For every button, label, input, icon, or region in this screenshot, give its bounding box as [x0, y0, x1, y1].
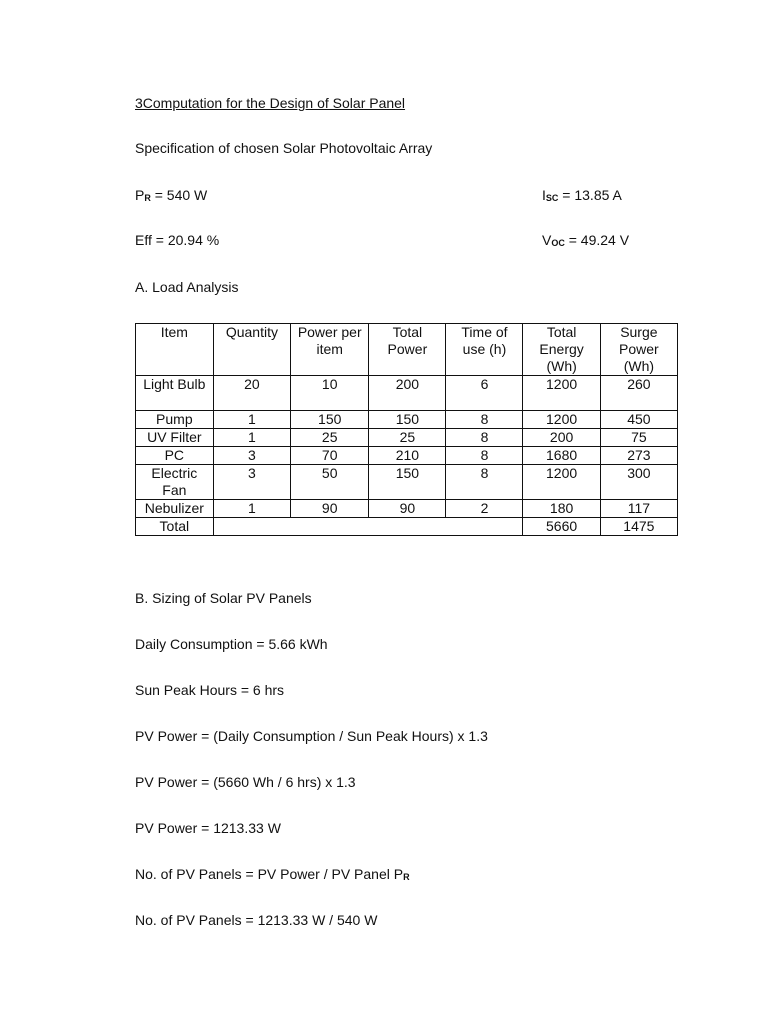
- cell-power-per-item: 150: [291, 411, 369, 429]
- cell-time-of-use: 8: [446, 447, 523, 465]
- cell-total-energy: 1200: [523, 411, 600, 429]
- header-quantity: Quantity: [213, 324, 290, 376]
- rated-power-subscript: R: [144, 193, 151, 203]
- cell-surge-power: 450: [600, 411, 677, 429]
- cell-surge-power: 273: [600, 447, 677, 465]
- cell-total-power: 90: [369, 500, 446, 518]
- cell-total-energy: 1200: [523, 376, 600, 411]
- cell-power-per-item: 25: [291, 429, 369, 447]
- table-row: [136, 411, 678, 429]
- cell-quantity: 20: [213, 376, 290, 411]
- short-circuit-current-spec: [542, 186, 622, 206]
- cell-quantity: 1: [213, 429, 290, 447]
- isc-subscript: SC: [545, 193, 559, 203]
- header-total-power: Total Power: [369, 324, 446, 376]
- total-blank-cell: [213, 518, 523, 536]
- table-header-row: [136, 324, 678, 376]
- cell-power-per-item: 50: [291, 465, 369, 500]
- cell-power-per-item: 90: [291, 500, 369, 518]
- cell-quantity: 1: [213, 411, 290, 429]
- cell-item: Pump: [136, 411, 214, 429]
- voc-value: = 49.24 V: [564, 232, 630, 248]
- cell-surge-power: 260: [600, 376, 677, 411]
- cell-power-per-item: 70: [291, 447, 369, 465]
- cell-power-per-item: 10: [291, 376, 369, 411]
- total-surge: 1475: [600, 518, 677, 536]
- cell-item: UV Filter: [136, 429, 214, 447]
- total-energy: 5660: [523, 518, 600, 536]
- voc-subscript: OC: [551, 238, 565, 248]
- cell-item: Electric Fan: [136, 465, 214, 500]
- cell-item: Light Bulb: [136, 376, 214, 411]
- efficiency-spec: Eff = 20.94 %: [135, 232, 220, 248]
- open-circuit-voltage-spec: [542, 231, 629, 251]
- total-label: Total: [136, 518, 214, 536]
- daily-consumption: Daily Consumption = 5.66 kWh: [135, 636, 328, 652]
- cell-time-of-use: 8: [446, 465, 523, 500]
- header-time-of-use: Time of use (h): [446, 324, 523, 376]
- cell-quantity: 1: [213, 500, 290, 518]
- cell-quantity: 3: [213, 447, 290, 465]
- cell-total-energy: 1200: [523, 465, 600, 500]
- cell-surge-power: 117: [600, 500, 677, 518]
- panels-formula-text: No. of PV Panels = PV Power / PV Panel P: [135, 866, 404, 882]
- load-analysis-table: [135, 323, 678, 536]
- table-row: [136, 376, 678, 411]
- header-total-energy: Total Energy (Wh): [523, 324, 600, 376]
- header-surge-power: Surge Power (Wh): [600, 324, 677, 376]
- header-power-per-item: Power per item: [291, 324, 369, 376]
- cell-quantity: 3: [213, 465, 290, 500]
- sun-peak-hours: Sun Peak Hours = 6 hrs: [135, 682, 285, 698]
- table-row: [136, 429, 678, 447]
- cell-total-power: 150: [369, 465, 446, 500]
- cell-total-power: 25: [369, 429, 446, 447]
- cell-item: PC: [136, 447, 214, 465]
- table-total-row: [136, 518, 678, 536]
- section-a-heading: A. Load Analysis: [135, 279, 239, 295]
- pv-power-result: PV Power = 1213.33 W: [135, 820, 281, 836]
- pv-power-formula: PV Power = (Daily Consumption / Sun Peak Hours) x 1.3: [135, 728, 488, 744]
- rated-power-symbol: P: [135, 187, 145, 203]
- page-title: 3Computation for the Design of Solar Panel: [135, 95, 406, 111]
- cell-total-power: 150: [369, 411, 446, 429]
- voc-symbol: V: [542, 232, 552, 248]
- panels-formula-subscript: R: [403, 872, 410, 882]
- section-b-heading: B. Sizing of Solar PV Panels: [135, 590, 312, 606]
- isc-value: = 13.85 A: [558, 187, 622, 203]
- cell-surge-power: 300: [600, 465, 677, 500]
- panels-formula: [135, 865, 410, 885]
- pv-power-substitution: PV Power = (5660 Wh / 6 hrs) x 1.3: [135, 774, 356, 790]
- cell-total-energy: 200: [523, 429, 600, 447]
- cell-time-of-use: 8: [446, 411, 523, 429]
- cell-total-energy: 1680: [523, 447, 600, 465]
- panels-substitution: No. of PV Panels = 1213.33 W / 540 W: [135, 912, 378, 928]
- table-row: [136, 465, 678, 500]
- cell-surge-power: 75: [600, 429, 677, 447]
- isc-symbol: I: [542, 187, 546, 203]
- table-row: [136, 447, 678, 465]
- rated-power-spec: [135, 186, 207, 206]
- cell-time-of-use: 6: [446, 376, 523, 411]
- cell-total-power: 210: [369, 447, 446, 465]
- spec-heading: Specification of chosen Solar Photovoltaic Array: [135, 140, 433, 156]
- header-item: Item: [136, 324, 214, 376]
- table-row: [136, 500, 678, 518]
- cell-total-power: 200: [369, 376, 446, 411]
- rated-power-value: = 540 W: [150, 187, 208, 203]
- cell-time-of-use: 2: [446, 500, 523, 518]
- cell-item: Nebulizer: [136, 500, 214, 518]
- cell-time-of-use: 8: [446, 429, 523, 447]
- cell-total-energy: 180: [523, 500, 600, 518]
